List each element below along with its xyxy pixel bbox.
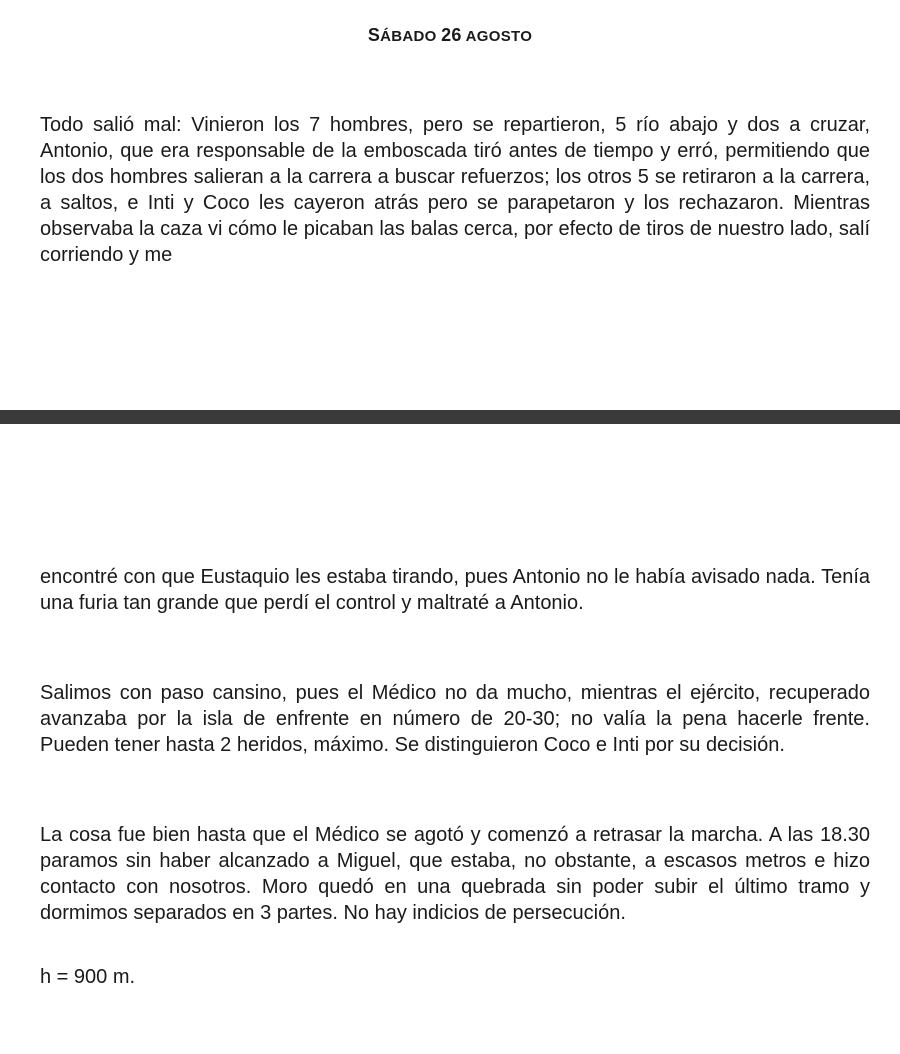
date-heading — [0, 25, 900, 46]
paragraph-4: La cosa fue bien hasta que el Médico se agotó y comenzó a retrasar la marcha. A las 18.30 paramos sin haber alcanzado a Miguel, que estaba, no obstante, a escasos metros e hizo contacto con nosotros. Moro quedó en una quebrada sin poder subir el último tramo y dormimos separados en 3 partes. No hay indicios de persecución. — [40, 824, 870, 924]
page-top — [0, 0, 900, 410]
paragraph-2: encontré con que Eustaquio les estaba tirando, pues Antonio no le había avisado nada. Tenía una furia tan grande que perdí el control y maltraté a Antonio. — [40, 566, 870, 614]
page-bottom — [0, 424, 900, 1054]
altitude-note: h = 900 m. — [40, 966, 136, 988]
heading-number: 26 — [441, 25, 462, 45]
paragraph-3: Salimos con paso cansino, pues el Médico no da mucho, mientras el ejército, recuperado avanzaba por la isla de enfrente en número de 20-30; no valía la pena hacerle frente. Pueden tener hasta 2 heridos, máximo. Se distinguieron Coco e Inti por su decisión. — [40, 682, 870, 756]
paragraph-1: Todo salió mal: Vinieron los 7 hombres, pero se repartieron, 5 río abajo y dos a cruzar, Antonio, que era responsable de la emboscada tiró antes de tiempo y erró, permitiendo que los dos hombres salieran a la carrera a buscar refuerzos; los otros 5 se retiraron a la carrera, a saltos, e Inti y Coco les cayeron atrás pero se parapetaron y los rechazaron. Mientras observaba la caza vi cómo le picaban las balas cerca, por efecto de tiros de nuestro lado, salí corriendo y me — [40, 114, 870, 266]
heading-day-initial: S — [367, 25, 381, 45]
page-separator — [0, 410, 900, 424]
heading-month: AGOSTO — [465, 28, 533, 45]
heading-day-rest: ÁBADO — [380, 28, 437, 45]
